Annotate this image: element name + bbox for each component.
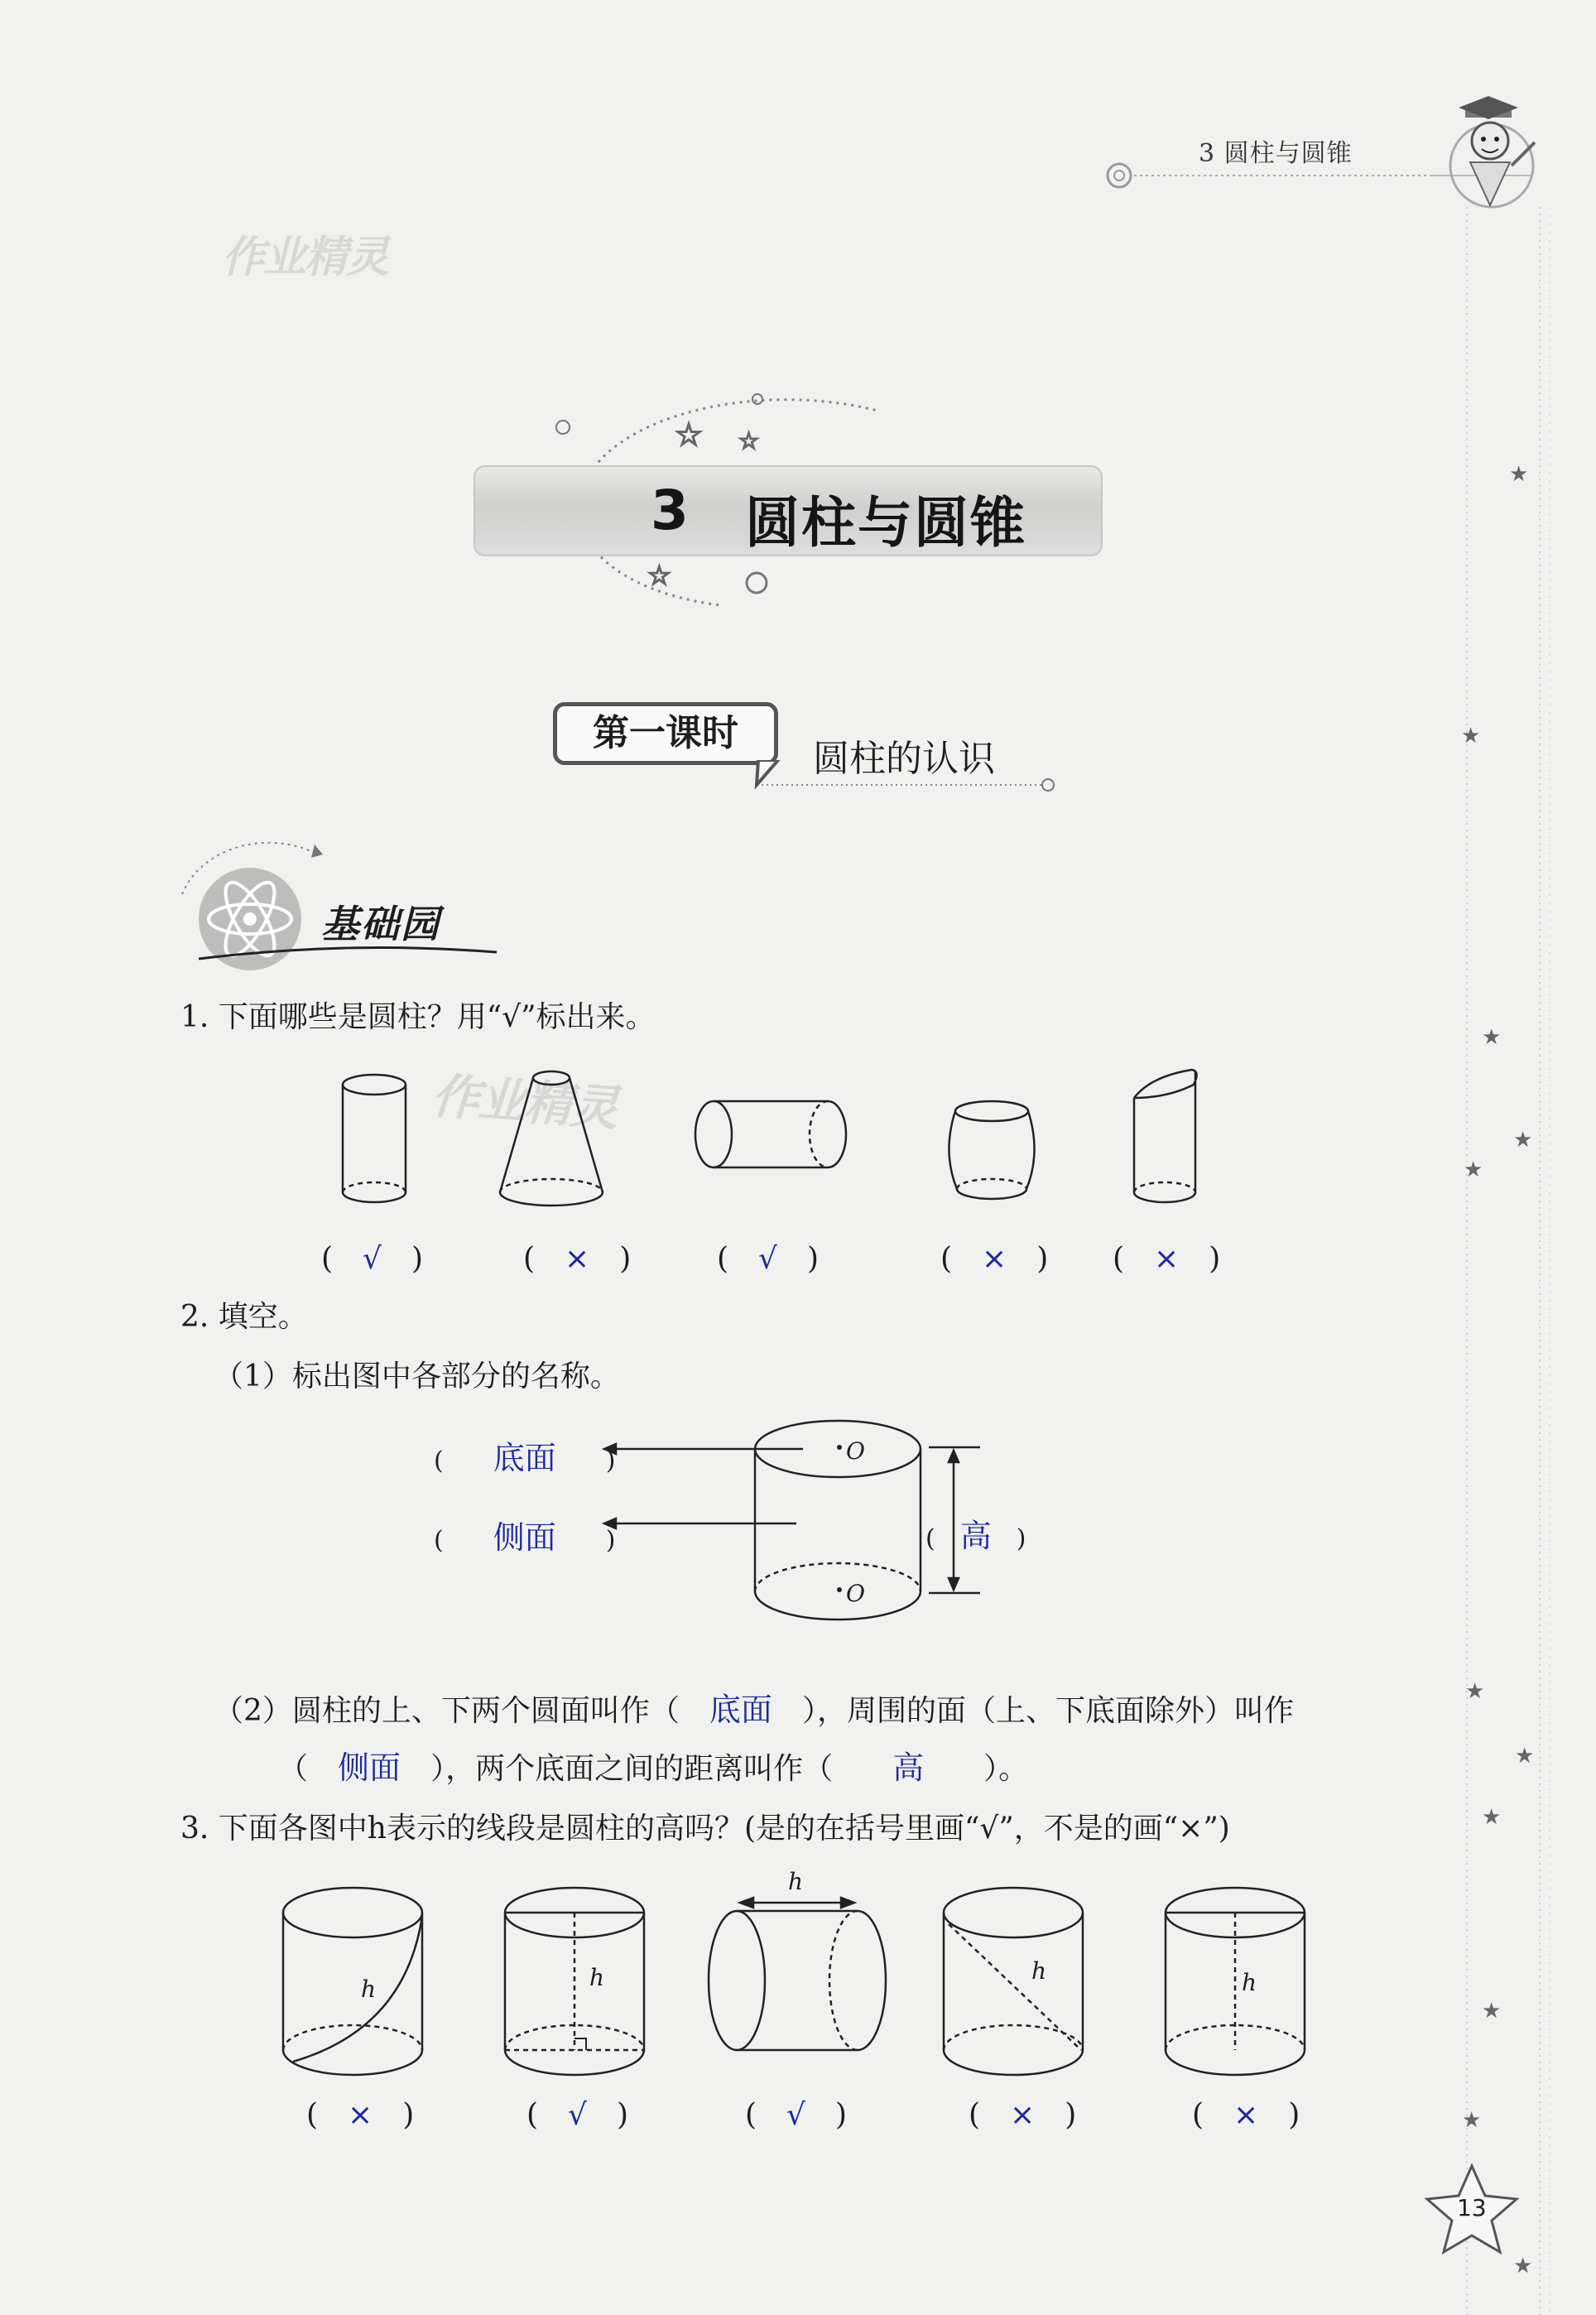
section-underline [199,934,513,967]
page-number: 13 [1457,2194,1487,2221]
question-2-text: 2. 填空。 [180,1300,308,1334]
svg-text:☆: ☆ [675,416,704,453]
star-icon: ★ [1482,1999,1502,2024]
label-top-face: ( 底面 ) [434,1440,616,1476]
lesson-label: 第一课时 [553,702,778,765]
q1-answer-3: ( √ ) [717,1242,820,1276]
center-label-bottom: O [846,1580,865,1607]
h-label: h [1031,1957,1047,1985]
q1-answer-1: ( √ ) [321,1242,424,1276]
svg-text:☆: ☆ [647,560,671,591]
q3-answer-2: ( √ ) [526,2098,629,2132]
q3-answer-3: ( √ ) [745,2098,848,2132]
star-icon: ★ [1513,2254,1533,2279]
question-2-sub1: （1）标出图中各部分的名称。 [214,1360,620,1393]
h-label: h [788,1868,804,1895]
star-icon: ★ [1515,1744,1535,1769]
q1-answer-2: ( × ) [523,1242,632,1276]
svg-text:☆: ☆ [738,427,760,455]
q1-answer-4: ( × ) [940,1242,1049,1276]
star-icon: ★ [1462,2108,1482,2133]
star-icon: ★ [1461,724,1481,748]
star-icon: ★ [1482,1805,1502,1830]
lesson-subtitle: 圆柱的认识 [813,738,995,780]
mascot-icon [1432,89,1548,214]
star-icon: ★ [1482,1025,1502,1050]
q1-answer-5: ( × ) [1113,1242,1221,1276]
label-side-face: ( 侧面 ) [434,1519,616,1556]
chapter-number: 3 [651,479,689,542]
star-icon: ★ [1464,1158,1483,1182]
q3-answer-4: ( × ) [969,2098,1077,2132]
q3-answer-5: ( × ) [1192,2098,1300,2132]
h-label: h [589,1964,605,1991]
label-height: ( 高 ) [925,1518,1026,1554]
star-icon: ★ [1509,462,1529,487]
center-label-top: O [846,1437,865,1465]
section-label: 基础园 [321,902,440,946]
margin-decoration [1457,207,1589,2315]
watermark: 作业精灵 [222,233,388,282]
q1-shapes [323,1060,1283,1225]
star-icon: ★ [1465,1679,1485,1704]
header-chapter-ref: 3 圆柱与圆锥 [1199,139,1353,168]
star-icon: ★ [1513,1128,1533,1153]
watermark: 作业精灵 [430,1067,619,1137]
q3-answer-1: ( × ) [306,2098,415,2132]
h-label: h [1242,1969,1257,1996]
question-1-text: 1. 下面哪些是圆柱？用“√”标出来。 [180,1000,656,1034]
question-3-text: 3. 下面各图中h表示的线段是圆柱的高吗？(是的在括号里画“√”，不是的画“×”) [180,1812,1230,1846]
question-2-sub2-line1: （2）圆柱的上、下两个圆面叫作（ 底面 ），周围的面（上、下底面除外）叫作 [214,1692,1294,1728]
h-label: h [361,1976,377,2003]
question-2-sub2-line2: （ 侧面 ），两个底面之间的距离叫作（ 高 ）。 [278,1749,1029,1786]
chapter-title: 圆柱与圆锥 [745,491,1026,555]
q3-cylinders [265,1863,1324,2086]
